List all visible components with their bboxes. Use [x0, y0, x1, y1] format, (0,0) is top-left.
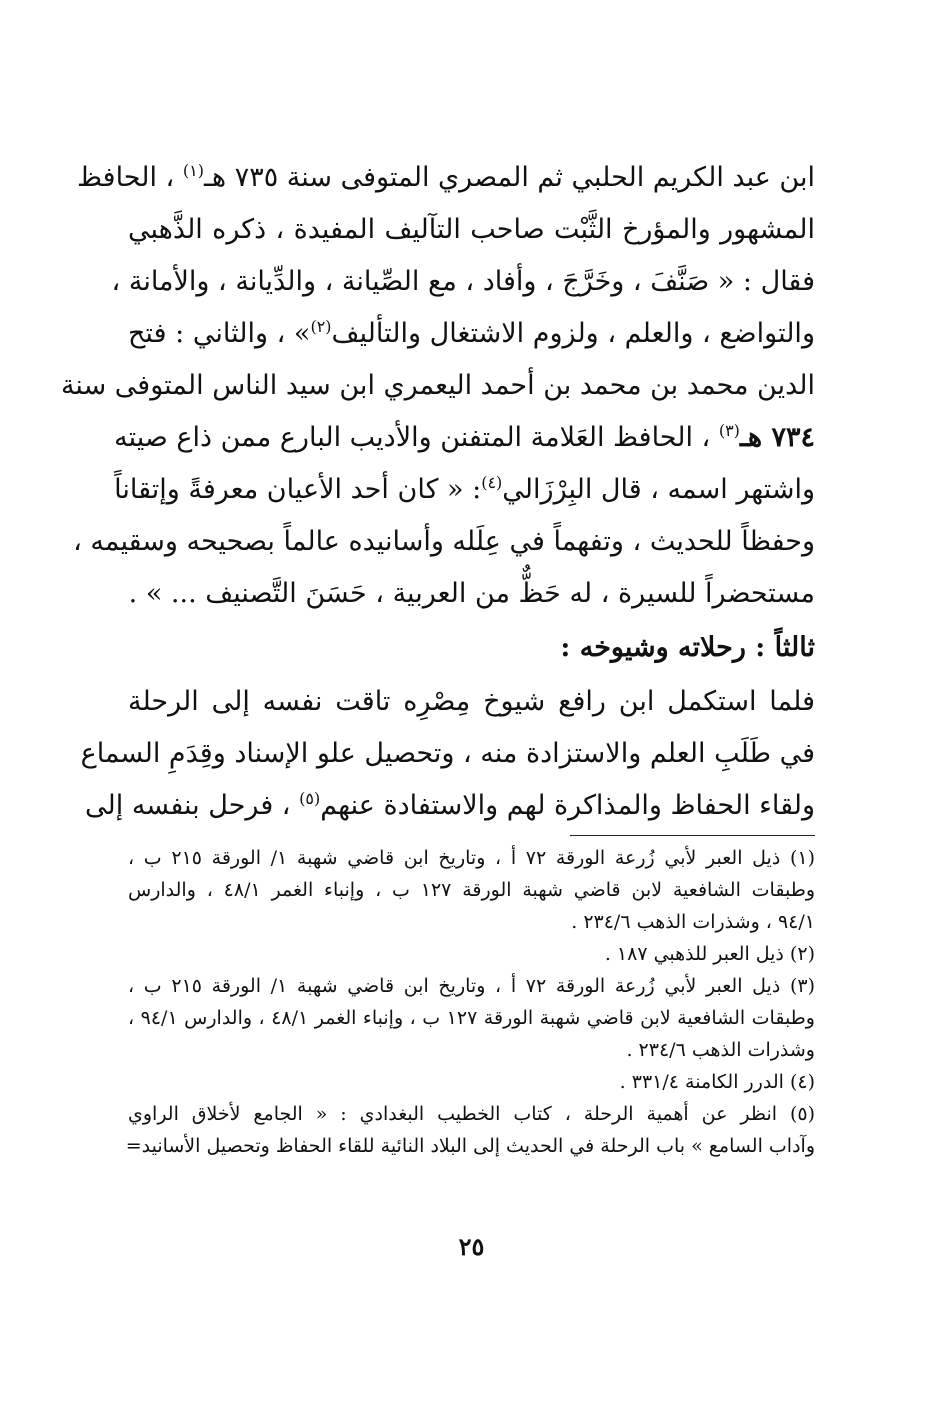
body-line: وحفظاً للحديث ، وتفهماً في عِلَله وأسانيده عالماً بصحيحه وسقيمه ،	[73, 526, 815, 557]
footnotes	[125, 842, 815, 1162]
footnote-line: وشذرات الذهب ٢٣٤/٦ .	[626, 1039, 815, 1061]
footnote-line: (٤) الدرر الكامنة ٣٣١/٤ .	[619, 1071, 815, 1093]
section-heading	[128, 622, 815, 674]
footnote-line: (٣) ذيل العبر لأبي زُرعة الورقة ٧٢ أ ، وتاريخ ابن قاضي شهبة ١/ الورقة ٢١٥ ب ،	[128, 975, 815, 997]
body-line: والتواضع ، والعلم ، ولزوم الاشتغال والتأليف$^{(٢)}$» ، والثاني : فتح	[128, 317, 815, 349]
body-line: ابن عبد الكريم الحلبي ثم المصري المتوفى سنة ٧٣٥ هـ$^{(١)}$ ، الحافظ	[77, 161, 815, 193]
body-line: في طَلَبِ العلم والاستزادة منه ، وتحصيل علو الإسناد وقِدَمِ السماع	[80, 738, 815, 769]
footnote-line: (١) ذيل العبر لأبي زُرعة الورقة ٧٢ أ ، وتاريخ ابن قاضي شهبة ١/ الورقة ٢١٥ ب ،	[128, 847, 815, 869]
footnote-divider	[570, 835, 815, 836]
body-line: الدين محمد بن محمد بن أحمد اليعمري ابن سيد الناس المتوفى سنة	[60, 370, 815, 401]
footnote-line: وطبقات الشافعية لابن قاضي شهبة الورقة ١٢٧ ب ، وإنباء الغمر ٤٨/١ ، والدارس	[128, 879, 815, 901]
footnote-line: (٢) ذيل العبر للذهبي ١٨٧ .	[604, 943, 815, 965]
footnote-line: (٥) انظر عن أهمية الرحلة ، كتاب الخطيب البغدادي : « الجامع لأخلاق الراوي	[128, 1103, 815, 1125]
paragraph-travels	[80, 676, 815, 832]
paragraph-biography	[60, 152, 815, 620]
footnote-line: ٩٤/١ ، وشذرات الذهب ٢٣٤/٦ .	[571, 911, 815, 933]
body-line: ٧٣٤ هـ$^{(٣)}$ ، الحافظ العَلامة المتفنن والأديب البارع ممن ذاع صيته	[114, 421, 815, 453]
body-line: واشتهر اسمه ، قال البِرْزَالي$^{(٤)}$: « كان أحد الأعيان معرفةً وإتقاناً	[114, 473, 815, 505]
page-number: ٢٥	[458, 1232, 485, 1261]
body-line: فقال : « صَنَّفَ ، وخَرَّجَ ، وأفاد ، مع الصِّيانة ، والدِّيانة ، والأمانة ،	[111, 266, 815, 297]
body-line: ولقاء الحفاظ والمذاكرة لهم والاستفادة عنهم$^{(٥)}$ ، فرحل بنفسه إلى	[85, 789, 815, 821]
footnote-line: وطبقات الشافعية لابن قاضي شهبة الورقة ١٢٧ ب ، وإنباء الغمر ٤٨/١ ، والدارس ٩٤/١ ،	[128, 1007, 815, 1029]
body-line: المشهور والمؤرخ الثَّبْت صاحب التآليف المفيدة ، ذكره الذَّهبي	[128, 214, 815, 245]
body-line: مستحضراً للسيرة ، له حَظٌّ من العربية ، حَسَنَ التَّصنيف ... » .	[128, 578, 815, 609]
section-heading-text: ثالثاً : رحلاته وشيوخه :	[560, 632, 815, 663]
body-line: فلما استكمل ابن رافع شيوخ مِصْرِه تاقت نفسه إلى الرحلة	[128, 686, 815, 717]
footnote-line: وآداب السامع » باب الرحلة في الحديث إلى البلاد النائية للقاء الحفاظ وتحصيل الأسانيد=	[125, 1135, 815, 1157]
